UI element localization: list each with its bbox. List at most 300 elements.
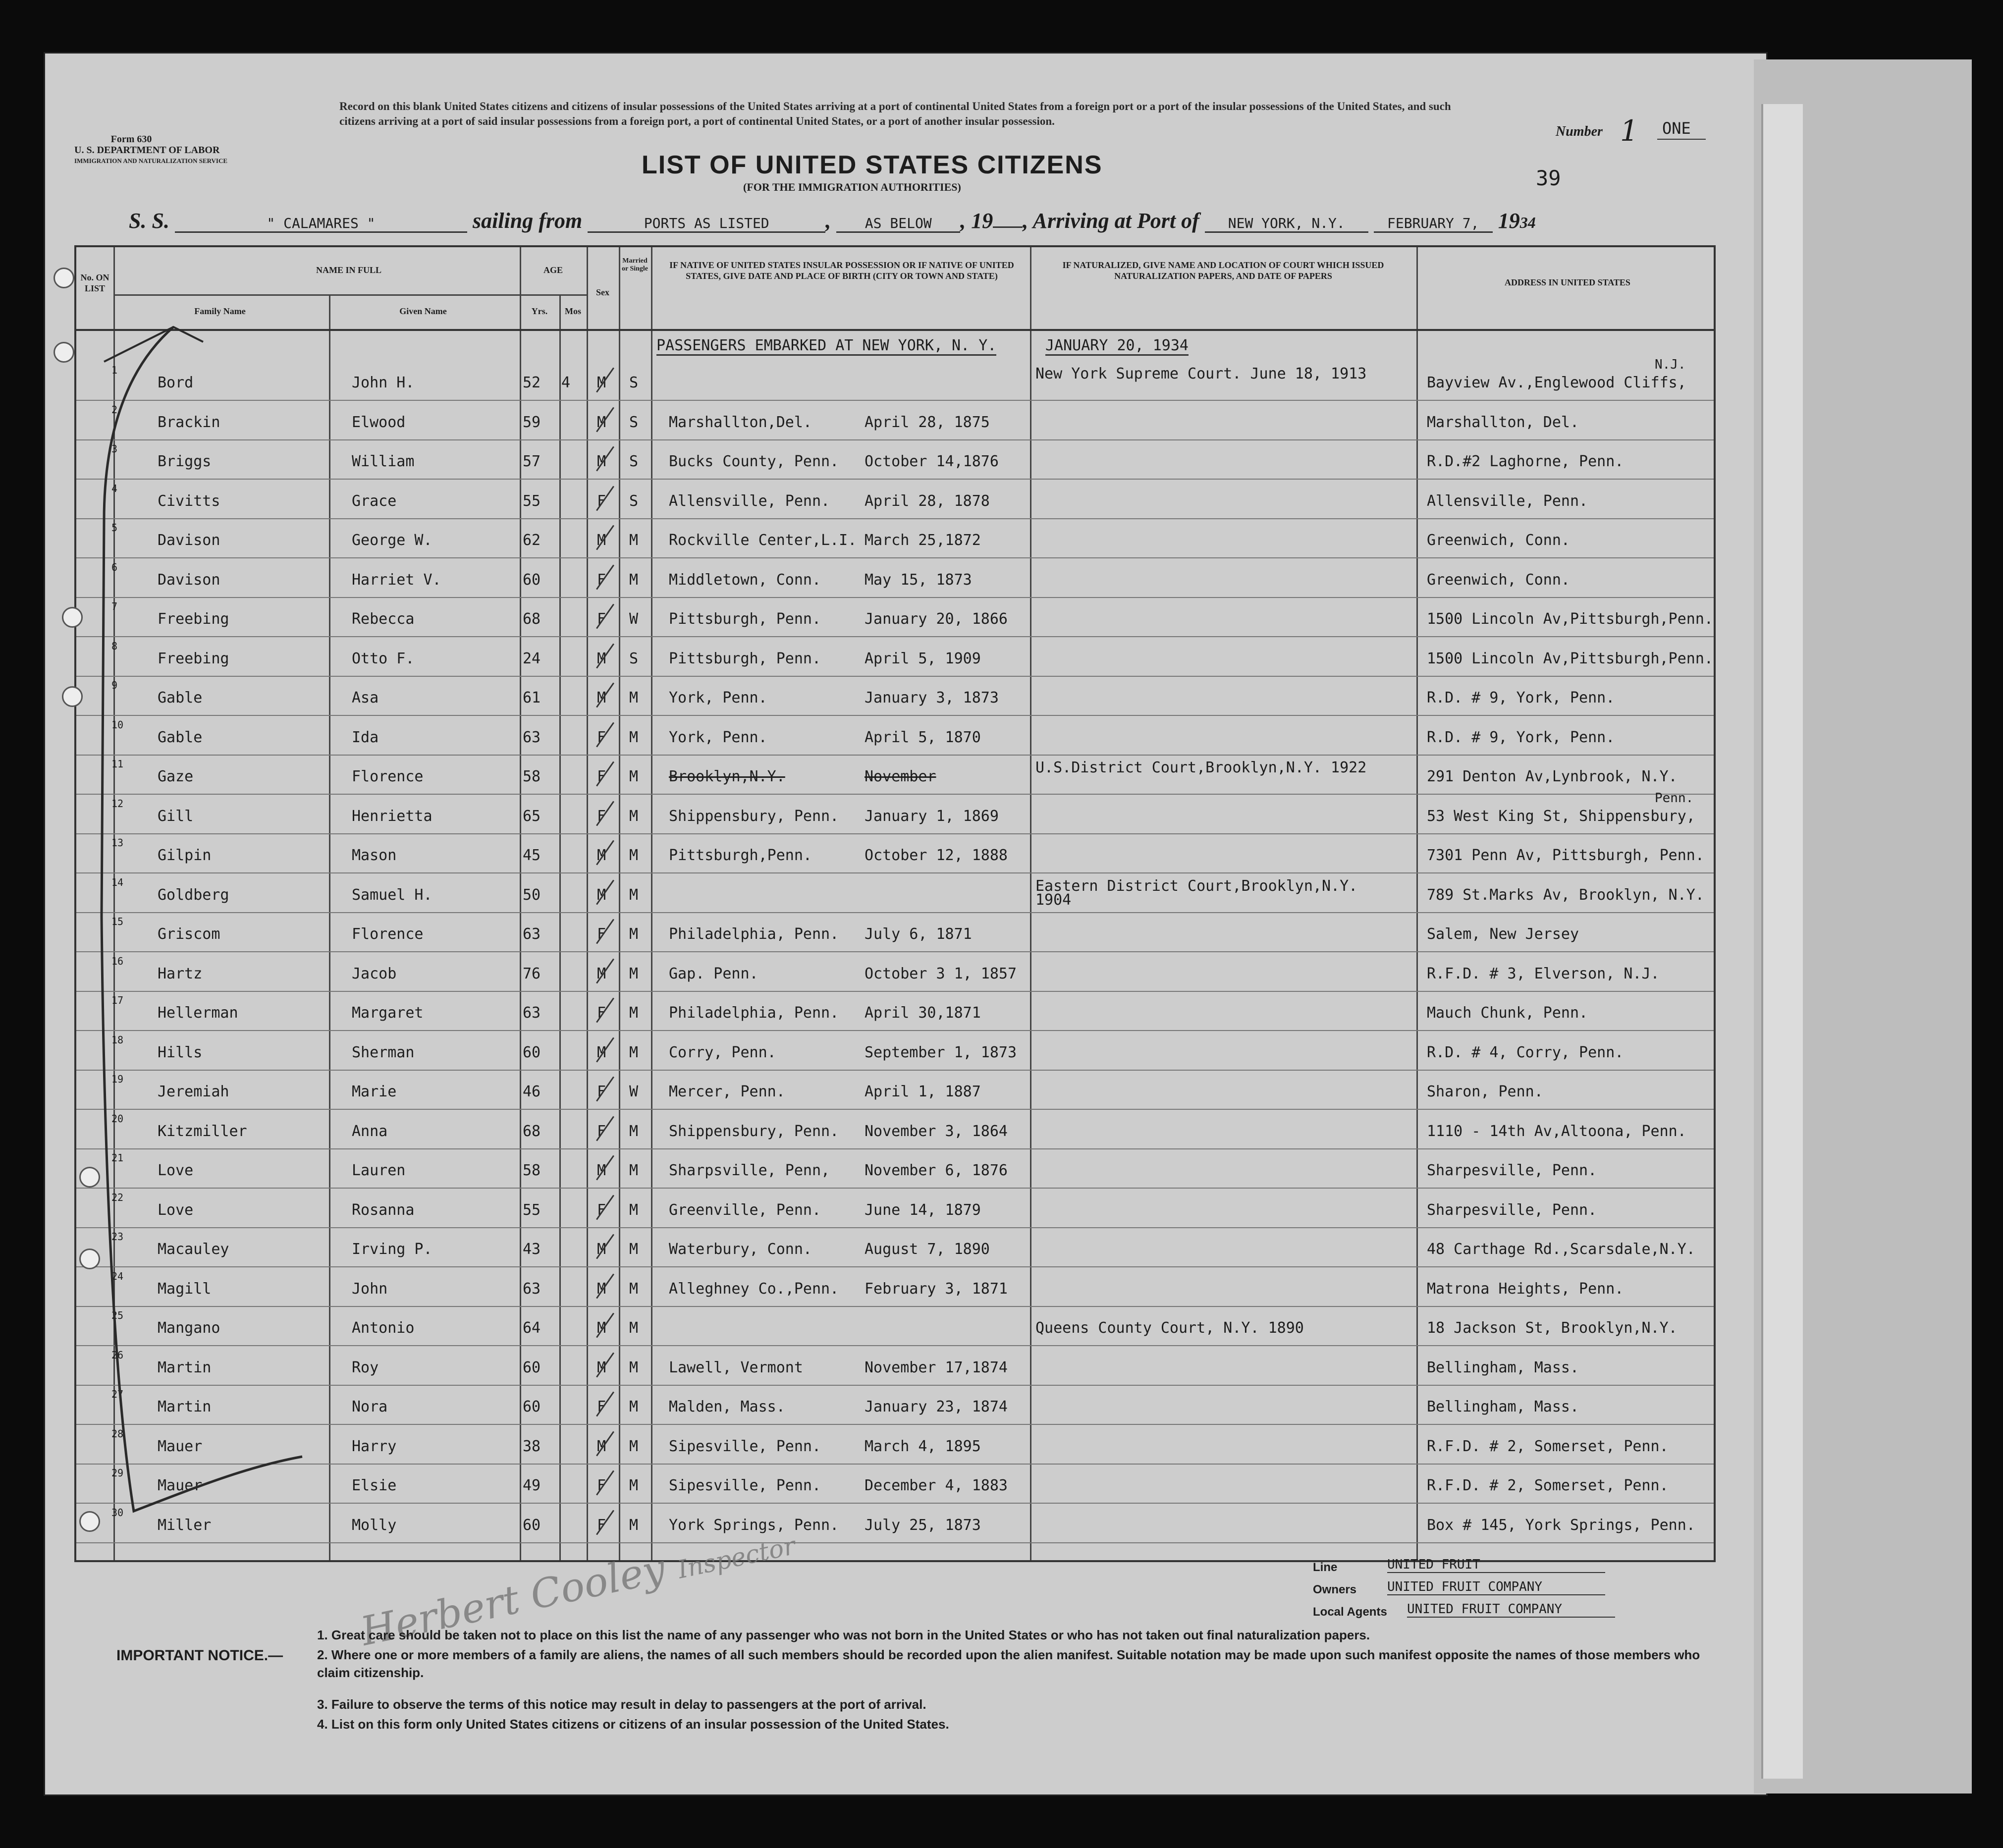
given-name: Asa: [352, 689, 379, 707]
birth-place: Bucks County, Penn.: [669, 453, 839, 470]
age-years: 45: [523, 847, 541, 864]
family-name: Bord: [158, 374, 194, 391]
given-name: George W.: [352, 532, 433, 549]
birth-place: Gap. Penn.: [669, 965, 758, 982]
sex: F: [597, 1516, 606, 1534]
marital-status: W: [629, 610, 639, 628]
marital-status: M: [629, 1162, 639, 1179]
age-years: 60: [523, 1359, 541, 1376]
sex: M: [597, 453, 606, 470]
sex: M: [597, 1319, 606, 1337]
marital-status: M: [629, 1241, 639, 1258]
page-binding-edge: [1761, 104, 1803, 1779]
birth-date: November 17,1874: [865, 1359, 1008, 1376]
age-years: 60: [523, 1398, 541, 1415]
birth-date: October 12, 1888: [865, 847, 1008, 864]
given-name: Margaret: [352, 1004, 424, 1022]
address: Sharpesville, Penn.: [1427, 1201, 1597, 1219]
sex: M: [597, 374, 606, 391]
given-name: Jacob: [352, 965, 397, 982]
sex: F: [597, 1477, 606, 1494]
age-months: 4: [561, 374, 571, 391]
family-name: Goldberg: [158, 886, 229, 904]
birth-date: October 3 1, 1857: [865, 965, 1017, 982]
birth-date: January 3, 1873: [865, 689, 999, 707]
given-name: Rebecca: [352, 610, 415, 628]
birth-place: Middletown, Conn.: [669, 571, 821, 589]
year-label: 19: [971, 209, 993, 233]
marital-status: M: [629, 532, 639, 549]
voyage-line: S. S. " CALAMARES " sailing from PORTS AS LISTED , AS BELOW , 19 , Arriving at Port of NEW YORK, N.Y. FEBRUARY 7, 1934: [129, 209, 1536, 233]
tally-mark-line: [74, 322, 332, 1536]
birth-date: January 20, 1866: [865, 610, 1008, 628]
given-name: Grace: [352, 492, 397, 510]
address: Box # 145, York Springs, Penn.: [1427, 1516, 1695, 1534]
row-number: 2: [111, 403, 118, 416]
age-years: 62: [523, 532, 541, 549]
given-name: Lauren: [352, 1162, 406, 1179]
birth-place: Pittsburgh, Penn.: [669, 650, 821, 667]
given-name: John H.: [352, 374, 415, 391]
sex: F: [597, 728, 606, 746]
age-years: 55: [523, 1201, 541, 1219]
address: R.F.D. # 3, Elverson, N.J.: [1427, 965, 1660, 982]
row-number: 22: [111, 1191, 124, 1203]
col-mos: Mos: [565, 306, 581, 316]
row-number: 27: [111, 1388, 124, 1400]
family-name: Martin: [158, 1359, 212, 1376]
age-years: 59: [523, 413, 541, 431]
embarked-date: JANUARY 20, 1934: [1045, 337, 1189, 356]
marital-status: M: [629, 1516, 639, 1534]
address: 18 Jackson St, Brooklyn,N.Y.: [1427, 1319, 1678, 1337]
sex: M: [597, 1437, 606, 1455]
address-continuation: N.J.: [1655, 357, 1686, 372]
col-no: No. ON LIST: [80, 272, 109, 293]
sex: F: [597, 492, 606, 510]
family-name: Miller: [158, 1516, 212, 1534]
family-name: Gill: [158, 807, 194, 825]
col-yrs: Yrs.: [531, 306, 548, 316]
age-years: 60: [523, 1043, 541, 1061]
address: Greenwich, Conn.: [1427, 532, 1570, 549]
age-years: 65: [523, 807, 541, 825]
marital-status: M: [629, 689, 639, 707]
marital-status: M: [629, 965, 639, 982]
notice-3: 3. Failure to observe the terms of this notice may result in delay to passengers at the port of arrival.: [317, 1697, 926, 1712]
row-number: 5: [111, 522, 118, 534]
address: Salem, New Jersey: [1427, 925, 1579, 943]
marital-status: M: [629, 847, 639, 864]
family-name: Gable: [158, 689, 203, 707]
birth-place: Sharpsville, Penn,: [669, 1162, 830, 1179]
marital-status: S: [629, 453, 639, 470]
embarked-line: PASSENGERS EMBARKED AT NEW YORK, N. Y.: [656, 337, 996, 356]
row-number: 25: [111, 1309, 124, 1321]
birth-date: September 1, 1873: [865, 1043, 1017, 1061]
address: R.D. # 9, York, Penn.: [1427, 689, 1615, 707]
sex: M: [597, 1162, 606, 1179]
given-name: Irving P.: [352, 1241, 433, 1258]
address: Marshallton, Del.: [1427, 413, 1579, 431]
family-name: Love: [158, 1201, 194, 1219]
marital-status: M: [629, 1477, 639, 1494]
given-name: Roy: [352, 1359, 379, 1376]
marital-status: M: [629, 925, 639, 943]
birth-place: Greenville, Penn.: [669, 1201, 821, 1219]
page-number: 39: [1536, 166, 1561, 190]
row-rule: [76, 1542, 1714, 1543]
agents-value: UNITED FRUIT COMPANY: [1407, 1602, 1615, 1618]
row-number: 14: [111, 876, 124, 888]
birth-date: March 25,1872: [865, 532, 981, 549]
birth-place: York Springs, Penn.: [669, 1516, 839, 1534]
row-number: 29: [111, 1467, 124, 1479]
given-name: Antonio: [352, 1319, 415, 1337]
sex: M: [597, 689, 606, 707]
col-married-single: Married or Single: [621, 257, 649, 272]
signature-name: Herbert Cooley: [357, 1545, 670, 1655]
sex: M: [597, 886, 606, 904]
address: Sharpesville, Penn.: [1427, 1162, 1597, 1179]
birth-date: August 7, 1890: [865, 1241, 990, 1258]
birth-date: July 25, 1873: [865, 1516, 981, 1534]
sex: F: [597, 807, 606, 825]
family-name: Briggs: [158, 453, 212, 470]
family-name: Mauer: [158, 1477, 203, 1494]
age-years: 63: [523, 1280, 541, 1298]
birth-place: Marshallton,Del.: [669, 413, 812, 431]
sailing-from: PORTS AS LISTED: [588, 215, 825, 233]
address: R.F.D. # 2, Somerset, Penn.: [1427, 1477, 1669, 1494]
sex: F: [597, 1122, 606, 1140]
marital-status: S: [629, 413, 639, 431]
age-years: 64: [523, 1319, 541, 1337]
given-name: Mason: [352, 847, 397, 864]
marital-status: M: [629, 1004, 639, 1022]
given-name: Florence: [352, 768, 424, 785]
row-number: 23: [111, 1231, 124, 1243]
family-name: Macauley: [158, 1241, 229, 1258]
given-name: Elwood: [352, 413, 406, 431]
family-name: Brackin: [158, 413, 220, 431]
marital-status: S: [629, 492, 639, 510]
row-number: 7: [111, 600, 118, 612]
notice-1: 1. Great care should be taken not to place on this list the name of any passenger who was not born in the United States or who has not taken out final naturalization papers.: [317, 1628, 1370, 1642]
ss-label: S. S.: [129, 209, 169, 233]
col-age: AGE: [543, 265, 563, 275]
court: U.S.District Court,Brooklyn,N.Y. 1922: [1035, 759, 1367, 776]
family-name: Kitzmiller: [158, 1122, 247, 1140]
given-name: William: [352, 453, 415, 470]
given-name: Nora: [352, 1398, 388, 1415]
family-name: Freebing: [158, 610, 229, 628]
birth-place: Lawell, Vermont: [669, 1359, 803, 1376]
sex: M: [597, 1241, 606, 1258]
sex: M: [597, 1043, 606, 1061]
given-name: Florence: [352, 925, 424, 943]
address: R.D. # 9, York, Penn.: [1427, 728, 1615, 746]
row-number: 11: [111, 758, 124, 770]
birth-date: January 1, 1869: [865, 807, 999, 825]
given-name: Ida: [352, 728, 379, 746]
row-number: 20: [111, 1112, 124, 1125]
birth-date: April 5, 1909: [865, 650, 981, 667]
given-name: Samuel H.: [352, 886, 433, 904]
birth-place: Alleghney Co.,Penn.: [669, 1280, 839, 1298]
birth-place: Mercer, Penn.: [669, 1083, 785, 1100]
row-number: 3: [111, 443, 118, 455]
age-years: 63: [523, 925, 541, 943]
birth-date: November: [865, 768, 936, 785]
given-name: Sherman: [352, 1043, 415, 1061]
birth-place: Waterbury, Conn.: [669, 1241, 812, 1258]
birth-date: May 15, 1873: [865, 571, 972, 589]
row-number: 8: [111, 640, 118, 652]
birth-date: November 3, 1864: [865, 1122, 1008, 1140]
age-years: 58: [523, 1162, 541, 1179]
department: U. S. DEPARTMENT OF LABOR: [74, 145, 220, 156]
birth-date: June 14, 1879: [865, 1201, 981, 1219]
birth-place: Philadelphia, Penn.: [669, 1004, 839, 1022]
address: 48 Carthage Rd.,Scarsdale,N.Y.: [1427, 1241, 1695, 1258]
page-subtitle: (FOR THE IMMIGRATION AUTHORITIES): [743, 181, 961, 193]
address: 1500 Lincoln Av,Pittsburgh,Penn.: [1427, 650, 1713, 667]
address: 1110 - 14th Av,Altoona, Penn.: [1427, 1122, 1686, 1140]
birth-date: April 28, 1875: [865, 413, 990, 431]
birth-date: April 30,1871: [865, 1004, 981, 1022]
row-number: 9: [111, 679, 118, 691]
family-name: Hills: [158, 1043, 203, 1061]
birth-date: July 6, 1871: [865, 925, 972, 943]
row-number: 19: [111, 1073, 124, 1085]
row-number: 4: [111, 482, 118, 494]
family-name: Gaze: [158, 768, 194, 785]
family-name: Love: [158, 1162, 194, 1179]
marital-status: M: [629, 1319, 639, 1337]
birth-place: Allensville, Penn.: [669, 492, 830, 510]
family-name: Martin: [158, 1398, 212, 1415]
signature-title: Inspector: [675, 1531, 798, 1584]
age-years: 63: [523, 728, 541, 746]
notice-4: 4. List on this form only United States citizens or citizens of an insular possession of the United States.: [317, 1717, 949, 1732]
birth-place: Sipesville, Penn.: [669, 1437, 821, 1455]
row-number: 16: [111, 955, 124, 967]
family-name: Gable: [158, 728, 203, 746]
number-word: ONE: [1657, 119, 1706, 140]
family-name: Davison: [158, 532, 220, 549]
row-number: 28: [111, 1427, 124, 1440]
notice-2: 2. Where one or more members of a family are aliens, the names of all such members should be recorded upon the alien manifest. Suitable notation may be made upon such manifest opposite the names of those members who claim citizenship.: [317, 1647, 1700, 1680]
given-name: Molly: [352, 1516, 397, 1534]
marital-status: M: [629, 1122, 639, 1140]
given-name: John: [352, 1280, 388, 1298]
birth-date: October 14,1876: [865, 453, 999, 470]
birth-date: January 23, 1874: [865, 1398, 1008, 1415]
age-years: 38: [523, 1437, 541, 1455]
line-value: UNITED FRUIT: [1387, 1557, 1605, 1573]
col-naturalized: IF NATURALIZED, GIVE NAME AND LOCATION OF COURT WHICH ISSUED NATURALIZATION PAPERS, AND DATE OF PAPERS: [1062, 260, 1384, 281]
age-years: 68: [523, 1122, 541, 1140]
service: IMMIGRATION AND NATURALIZATION SERVICE: [74, 157, 228, 164]
marital-status: S: [629, 650, 639, 667]
notice-heading: IMPORTANT NOTICE.—: [116, 1647, 283, 1664]
address: 291 Denton Av,Lynbrook, N.Y.: [1427, 768, 1678, 785]
age-years: 50: [523, 886, 541, 904]
sex: M: [597, 1280, 606, 1298]
row-number: 30: [111, 1506, 124, 1519]
col-sex: Sex: [596, 287, 609, 297]
family-name: Mangano: [158, 1319, 220, 1337]
birth-date: November 6, 1876: [865, 1162, 1008, 1179]
marital-status: M: [629, 807, 639, 825]
address: Bellingham, Mass.: [1427, 1359, 1579, 1376]
col-address: ADDRESS IN UNITED STATES: [1505, 277, 1630, 287]
age-years: 61: [523, 689, 541, 707]
number-value: 1: [1620, 114, 1638, 148]
family-name: Civitts: [158, 492, 220, 510]
address: Allensville, Penn.: [1427, 492, 1588, 510]
age-years: 55: [523, 492, 541, 510]
sex: F: [597, 925, 606, 943]
arrival-year-label: 19: [1498, 209, 1520, 233]
row-number: 1: [111, 364, 118, 376]
address: 789 St.Marks Av, Brooklyn, N.Y.: [1427, 886, 1704, 904]
marital-status: M: [629, 1398, 639, 1415]
agents-label: Local Agents: [1313, 1605, 1387, 1619]
owners-value: UNITED FRUIT COMPANY: [1387, 1579, 1605, 1595]
birth-date: April 1, 1887: [865, 1083, 981, 1100]
address: 1500 Lincoln Av,Pittsburgh,Penn.: [1427, 610, 1713, 628]
family-name: Hartz: [158, 965, 203, 982]
preamble-text: Record on this blank United States citizens and citizens of insular possessions of the United States arriving at a port of continental United States from a foreign port or a port of the insular possessions of the United States, and such citizens arriving at a port of said insular possessions from a foreign port, a port of continental United States, or a port of another insular possession.: [339, 100, 1451, 127]
sex: M: [597, 413, 606, 431]
address: 7301 Penn Av, Pittsburgh, Penn.: [1427, 847, 1704, 864]
birth-place: Shippensbury, Penn.: [669, 807, 839, 825]
address: Bellingham, Mass.: [1427, 1398, 1579, 1415]
given-name: Harriet V.: [352, 571, 441, 589]
birth-place: York, Penn.: [669, 728, 767, 746]
court: New York Supreme Court. June 18, 1913: [1035, 365, 1367, 382]
court: Eastern District Court,Brooklyn,N.Y. 1904: [1035, 877, 1358, 909]
family-name: Freebing: [158, 650, 229, 667]
row-number: 6: [111, 561, 118, 573]
marital-status: S: [629, 374, 639, 391]
given-name: Henrietta: [352, 807, 433, 825]
row-number: 15: [111, 916, 124, 927]
birth-place: Pittsburgh, Penn.: [669, 610, 821, 628]
birth-place: Brooklyn,N.Y.: [669, 768, 785, 785]
col-name-in-full: NAME IN FULL: [316, 265, 381, 275]
marital-status: M: [629, 886, 639, 904]
age-years: 63: [523, 1004, 541, 1022]
given-name: Elsie: [352, 1477, 397, 1494]
arrival-date: FEBRUARY 7,: [1374, 215, 1493, 233]
row-number: 21: [111, 1152, 124, 1164]
sex: F: [597, 768, 606, 785]
form-number: Form 630: [110, 134, 152, 145]
form-id-block: [74, 134, 228, 166]
sex: M: [597, 965, 606, 982]
given-name: Harry: [352, 1437, 397, 1455]
sex: F: [597, 1398, 606, 1415]
marital-status: M: [629, 1280, 639, 1298]
age-years: 49: [523, 1477, 541, 1494]
family-name: Davison: [158, 571, 220, 589]
sex: F: [597, 1004, 606, 1022]
age-years: 52: [523, 374, 541, 391]
marital-status: M: [629, 768, 639, 785]
sex: F: [597, 610, 606, 628]
age-years: 24: [523, 650, 541, 667]
arrival-year: 34: [1519, 214, 1536, 231]
age-years: 76: [523, 965, 541, 982]
marital-status: W: [629, 1083, 639, 1100]
address: Sharon, Penn.: [1427, 1083, 1543, 1100]
row-number: 13: [111, 837, 124, 849]
birth-place: Malden, Mass.: [669, 1398, 785, 1415]
address: R.F.D. # 2, Somerset, Penn.: [1427, 1437, 1669, 1455]
family-name: Hellerman: [158, 1004, 238, 1022]
birth-date: December 4, 1883: [865, 1477, 1008, 1494]
given-name: Rosanna: [352, 1201, 415, 1219]
marital-status: M: [629, 571, 639, 589]
given-name: Otto F.: [352, 650, 415, 667]
age-years: 57: [523, 453, 541, 470]
birth-place: Sipesville, Penn.: [669, 1477, 821, 1494]
page-title: LIST OF UNITED STATES CITIZENS: [642, 151, 1103, 179]
arrival-port: NEW YORK, N.Y.: [1205, 215, 1368, 233]
birth-date: March 4, 1895: [865, 1437, 981, 1455]
sailing-date: AS BELOW: [836, 215, 960, 233]
address: Greenwich, Conn.: [1427, 571, 1570, 589]
number-label: Number: [1556, 124, 1603, 139]
owners-label: Owners: [1313, 1583, 1357, 1596]
sex: M: [597, 650, 606, 667]
sex: F: [597, 571, 606, 589]
birth-place: Philadelphia, Penn.: [669, 925, 839, 943]
punch-hole: [54, 268, 74, 288]
birth-date: February 3, 1871: [865, 1280, 1008, 1298]
row-number: 10: [111, 718, 124, 731]
marital-status: M: [629, 1437, 639, 1455]
family-name: Mauer: [158, 1437, 203, 1455]
row-number: 18: [111, 1033, 124, 1046]
sex: M: [597, 847, 606, 864]
marital-status: M: [629, 1043, 639, 1061]
age-years: 60: [523, 571, 541, 589]
birth-place: Shippensbury, Penn.: [669, 1122, 839, 1140]
age-years: 58: [523, 768, 541, 785]
row-number: 12: [111, 797, 124, 810]
col-birth: IF NATIVE OF UNITED STATES INSULAR POSSESSION OR IF NATIVE OF UNITED STATES, GIVE DATE AND PLACE OF BIRTH (CITY OR TOWN AND STATE): [669, 260, 1014, 281]
family-name: Magill: [158, 1280, 212, 1298]
col-family-name: Family Name: [194, 306, 246, 316]
birth-place: Rockville Center,L.I.: [669, 532, 857, 549]
address: Mauch Chunk, Penn.: [1427, 1004, 1588, 1022]
ship-name: " CALAMARES ": [175, 215, 467, 233]
family-name: Jeremiah: [158, 1083, 229, 1100]
arriving-label: Arriving at Port of: [1032, 209, 1199, 233]
age-years: 68: [523, 610, 541, 628]
age-years: 46: [523, 1083, 541, 1100]
col-given-name: Given Name: [399, 306, 447, 316]
age-years: 43: [523, 1241, 541, 1258]
sex: F: [597, 1201, 606, 1219]
family-name: Griscom: [158, 925, 220, 943]
age-years: 60: [523, 1516, 541, 1534]
family-name: Gilpin: [158, 847, 212, 864]
